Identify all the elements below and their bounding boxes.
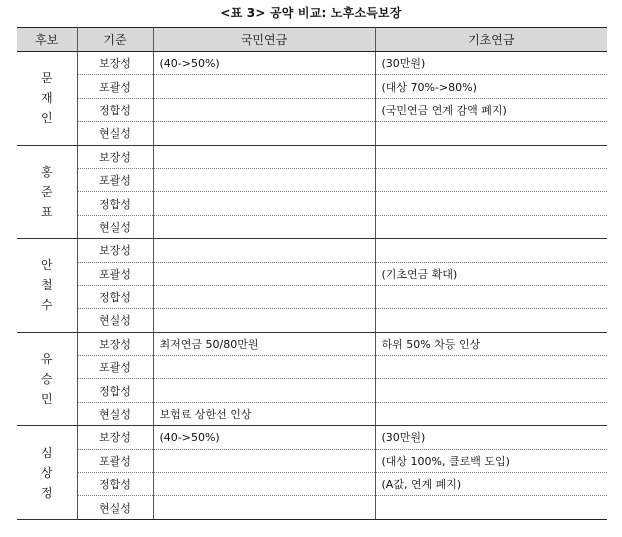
basic-pension-cell	[375, 122, 607, 145]
national-pension-cell	[153, 98, 375, 121]
candidate-name-char: 홍	[40, 164, 53, 179]
table-row	[17, 449, 607, 472]
criterion-cell: 포괄성	[77, 356, 153, 379]
national-pension-cell	[153, 75, 375, 98]
criterion-cell: 현실성	[77, 215, 153, 238]
candidate-name-char: 수	[40, 298, 53, 313]
header-criterion: 기준	[77, 28, 153, 52]
table-row	[17, 426, 607, 449]
candidate-name-char: 철	[40, 278, 53, 293]
candidate-group	[17, 52, 607, 146]
national-pension-cell	[153, 309, 375, 332]
basic-pension-cell: (30만원)	[375, 52, 607, 75]
table-row	[17, 309, 607, 332]
criterion-cell: 현실성	[77, 122, 153, 145]
candidate-name-char: 표	[40, 204, 53, 219]
national-pension-cell	[153, 262, 375, 285]
table-row	[17, 473, 607, 496]
table-row	[17, 379, 607, 402]
table-row	[17, 332, 607, 355]
table-caption: <표 3> 공약 비교: 노후소득보장	[220, 6, 402, 20]
national-pension-cell: 최저연금 50/80만원	[153, 332, 375, 355]
criterion-cell: 보장성	[77, 426, 153, 449]
candidate-name-char: 심	[40, 445, 53, 460]
table-row	[17, 285, 607, 308]
national-pension-cell: (40->50%)	[153, 426, 375, 449]
basic-pension-cell: (대상 70%->80%)	[375, 75, 607, 98]
criterion-cell: 보장성	[77, 332, 153, 355]
candidate-group	[17, 239, 607, 333]
criterion-cell: 정합성	[77, 98, 153, 121]
candidate-name	[17, 426, 77, 520]
national-pension-cell	[153, 285, 375, 308]
national-pension-cell: (40->50%)	[153, 52, 375, 75]
criterion-cell: 현실성	[77, 496, 153, 519]
header-candidate: 후보	[17, 28, 77, 52]
basic-pension-cell	[375, 496, 607, 519]
candidate-name-char: 상	[40, 465, 53, 480]
table-row	[17, 168, 607, 191]
national-pension-cell	[153, 145, 375, 168]
candidate-name-char: 인	[40, 111, 53, 126]
table-row	[17, 122, 607, 145]
pension-comparison-table	[17, 27, 607, 520]
candidate-name-char: 민	[40, 391, 53, 406]
national-pension-cell	[153, 168, 375, 191]
table-row	[17, 145, 607, 168]
national-pension-cell	[153, 356, 375, 379]
basic-pension-cell	[375, 192, 607, 215]
criterion-cell: 정합성	[77, 473, 153, 496]
candidate-name	[17, 239, 77, 333]
header-row	[17, 28, 607, 52]
criterion-cell: 보장성	[77, 239, 153, 262]
national-pension-cell	[153, 496, 375, 519]
basic-pension-cell	[375, 285, 607, 308]
candidate-name-char: 안	[40, 258, 53, 273]
candidate-name	[17, 332, 77, 426]
candidate-name-char: 정	[40, 485, 53, 500]
table-row	[17, 52, 607, 75]
national-pension-cell	[153, 192, 375, 215]
candidate-name-char: 재	[40, 91, 53, 106]
basic-pension-cell	[375, 309, 607, 332]
candidate-name	[17, 145, 77, 239]
basic-pension-cell: 하위 50% 차등 인상	[375, 332, 607, 355]
criterion-cell: 포괄성	[77, 262, 153, 285]
basic-pension-cell	[375, 215, 607, 238]
criterion-cell: 포괄성	[77, 75, 153, 98]
basic-pension-cell	[375, 356, 607, 379]
candidate-name	[17, 52, 77, 146]
candidate-name-char: 승	[40, 371, 53, 386]
basic-pension-cell: (A값, 연계 폐지)	[375, 473, 607, 496]
table-row	[17, 356, 607, 379]
basic-pension-cell: (기초연금 확대)	[375, 262, 607, 285]
basic-pension-cell	[375, 145, 607, 168]
basic-pension-cell	[375, 239, 607, 262]
criterion-cell: 보장성	[77, 52, 153, 75]
criterion-cell: 정합성	[77, 285, 153, 308]
criterion-cell: 보장성	[77, 145, 153, 168]
criterion-cell: 포괄성	[77, 168, 153, 191]
table-row	[17, 75, 607, 98]
national-pension-cell: 보험료 상한선 인상	[153, 402, 375, 425]
criterion-cell: 현실성	[77, 309, 153, 332]
basic-pension-cell	[375, 402, 607, 425]
national-pension-cell	[153, 239, 375, 262]
criterion-cell: 현실성	[77, 402, 153, 425]
table-row	[17, 98, 607, 121]
table-row	[17, 215, 607, 238]
table-row	[17, 262, 607, 285]
national-pension-cell	[153, 473, 375, 496]
basic-pension-cell: (국민연금 연계 감액 폐지)	[375, 98, 607, 121]
header-basic-pension: 기초연금	[375, 28, 607, 52]
criterion-cell: 정합성	[77, 379, 153, 402]
national-pension-cell	[153, 379, 375, 402]
table-row	[17, 239, 607, 262]
criterion-cell: 포괄성	[77, 449, 153, 472]
basic-pension-cell: (대상 100%, 클로백 도입)	[375, 449, 607, 472]
candidate-name-char: 문	[40, 71, 53, 86]
candidate-group	[17, 426, 607, 520]
candidate-name-char: 유	[40, 351, 53, 366]
basic-pension-cell	[375, 168, 607, 191]
basic-pension-cell: (30만원)	[375, 426, 607, 449]
table-row	[17, 192, 607, 215]
basic-pension-cell	[375, 379, 607, 402]
national-pension-cell	[153, 449, 375, 472]
table-row	[17, 496, 607, 519]
candidate-group	[17, 332, 607, 426]
national-pension-cell	[153, 122, 375, 145]
candidate-name-char: 준	[40, 184, 53, 199]
national-pension-cell	[153, 215, 375, 238]
criterion-cell: 정합성	[77, 192, 153, 215]
header-national-pension: 국민연금	[153, 28, 375, 52]
table-row	[17, 402, 607, 425]
candidate-group	[17, 145, 607, 239]
